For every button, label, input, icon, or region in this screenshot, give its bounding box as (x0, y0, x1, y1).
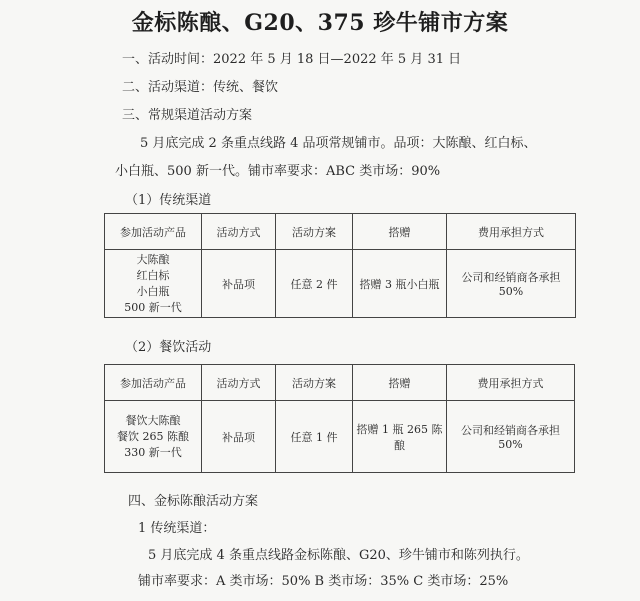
product-item: 大陈酿 (136, 252, 170, 266)
product-item: 330 新一代 (124, 445, 182, 459)
header-plan: 活动方案 (276, 365, 353, 401)
product-list-cell (105, 250, 202, 318)
plan-cell: 任意 2 件 (276, 250, 353, 318)
header-product: 参加活动产品 (105, 365, 202, 401)
table-row (105, 250, 576, 318)
section-regular-channel-body-2: 小白瓶、500 新一代。铺市率要求：ABC 类市场：90% (115, 164, 441, 179)
section-gold-label-body: 5 月底完成 4 条重点线路金标陈酿、G20、珍牛铺市和陈列执行。 (148, 548, 529, 563)
section-gold-label-coverage-rate: 铺市率要求：A 类市场：50% B 类市场：35% C 类市场：25% (138, 574, 509, 589)
table-header-row (105, 214, 576, 250)
traditional-channel-table (104, 213, 576, 318)
section-gold-label-heading: 四、金标陈酿活动方案 (128, 494, 259, 509)
section-activity-time: 一、活动时间：2022 年 5 月 18 日—2022 年 5 月 31 日 (122, 52, 462, 67)
section-gold-label-traditional-channel: 1 传统渠道： (138, 521, 216, 536)
catering-activity-table (104, 364, 575, 473)
header-cost: 费用承担方式 (447, 365, 575, 401)
product-item: 餐饮大陈酿 (125, 413, 181, 427)
table-row (105, 401, 575, 473)
gift-cell: 搭赠 1 瓶 265 陈酿 (353, 401, 447, 473)
section-regular-channel-body-1: 5 月底完成 2 条重点线路 4 品项常规铺市。品项：大陈酿、红白标、 (140, 136, 537, 151)
method-cell: 补品项 (202, 250, 276, 318)
gift-cell: 搭赠 3 瓶小白瓶 (353, 250, 447, 318)
plan-cell: 任意 1 件 (276, 401, 353, 473)
subsection-traditional-channel: （1）传统渠道 (125, 193, 212, 208)
product-list-cell (105, 401, 202, 473)
document-title: 金标陈酿、G20、375 珍牛铺市方案 (131, 10, 509, 36)
header-cost: 费用承担方式 (447, 214, 576, 250)
header-method: 活动方式 (202, 214, 276, 250)
header-plan: 活动方案 (276, 214, 353, 250)
header-method: 活动方式 (202, 365, 276, 401)
section-activity-channel: 二、活动渠道：传统、餐饮 (122, 80, 279, 95)
method-cell: 补品项 (202, 401, 276, 473)
header-product: 参加活动产品 (105, 214, 202, 250)
product-item: 红白标 (136, 268, 170, 282)
table-header-row (105, 365, 575, 401)
subsection-catering-activity: （2）餐饮活动 (125, 340, 212, 355)
header-gift: 搭赠 (353, 365, 447, 401)
header-gift: 搭赠 (353, 214, 447, 250)
product-item: 500 新一代 (124, 300, 182, 314)
cost-cell: 公司和经销商各承担 50% (447, 250, 576, 318)
product-item: 餐饮 265 陈酿 (117, 429, 189, 443)
product-item: 小白瓶 (136, 284, 170, 298)
section-regular-channel-heading: 三、常规渠道活动方案 (122, 108, 253, 123)
cost-cell: 公司和经销商各承担 50% (447, 401, 575, 473)
